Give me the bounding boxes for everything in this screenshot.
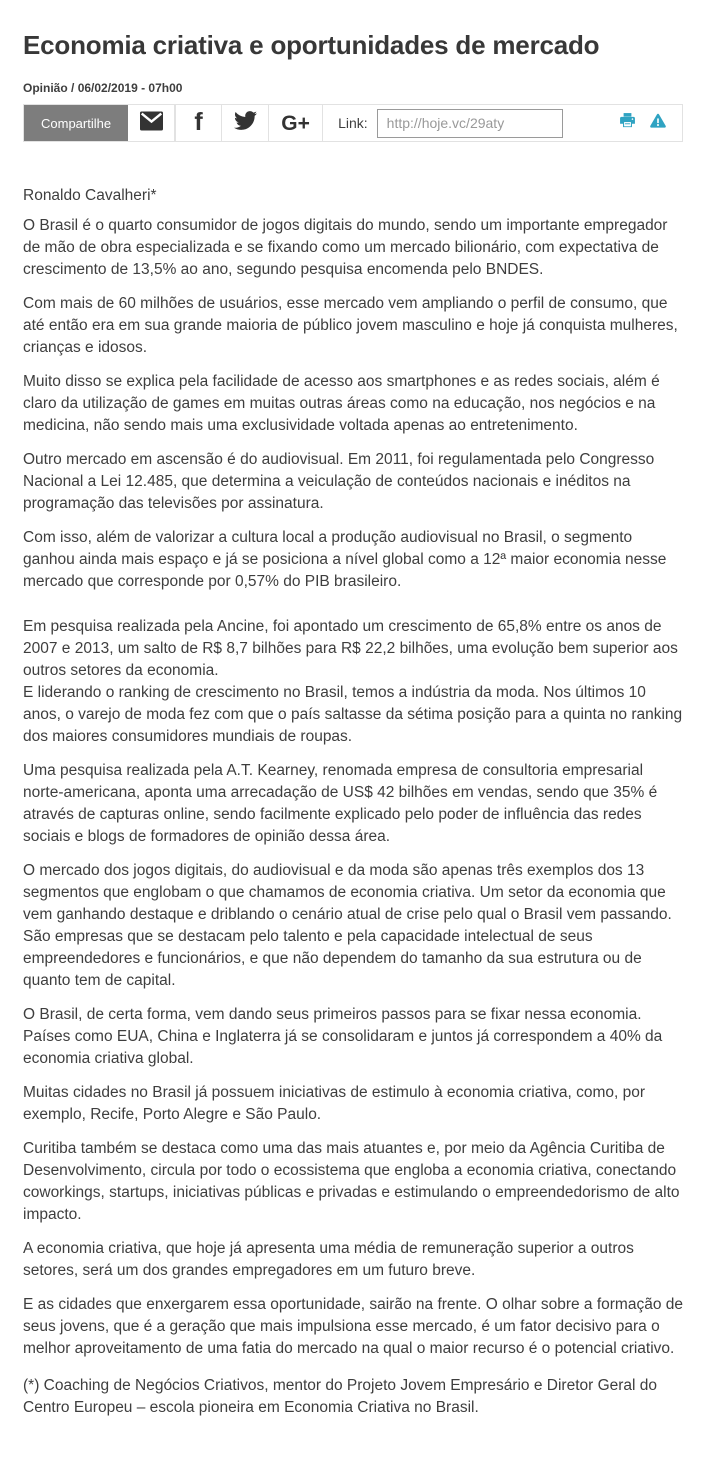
article-paragraph: O mercado dos jogos digitais, do audiovisual e da moda são apenas três exemplos dos 13 segmentos que englobam o que chamamos de economia criativa. Um setor da economia que vem ganhando destaque e driblando o cenário atual de crise pelo qual o Brasil vem passando. São empresas que se destacam pelo talento e pela capacidade intelectual de seus empreendedores e funcionários, e que não dependem do tamanho da sua estrutura ou de quanto tem de capital. <box>23 862 672 989</box>
warning-icon <box>649 112 667 135</box>
article-paragraph: Muitas cidades no Brasil já possuem iniciativas de estimulo à economia criativa, como, por exemplo, Recife, Porto Alegre e São Paulo. <box>23 1084 646 1123</box>
share-link-area <box>323 105 619 141</box>
page-title: Economia criativa e oportunidades de mercado <box>23 30 600 60</box>
article-paragraph: O Brasil, de certa forma, vem dando seus primeiros passos para se fixar nessa economia. Países como EUA, China e Inglaterra já se consolidaram e juntos já correspondem a 40% da economia criativa global. <box>23 1006 663 1067</box>
facebook-icon: f <box>194 107 203 136</box>
twitter-bird-icon <box>234 109 257 137</box>
article-paragraph: Em pesquisa realizada pela Ancine, foi apontado um crescimento de 65,8% entre os anos de 2007 e 2013, um salto de R$ 8,7 bilhões para R$ 22,2 bilhões, uma evolução bem superior aos outros setores da economia. <box>23 618 678 679</box>
article-paragraph: Com mais de 60 milhões de usuários, esse mercado vem ampliando o perfil de consumo, que até então era em sua grande maioria de público jovem masculino e hoje já conquista mulheres, crianças e idosos. <box>23 295 678 356</box>
article-paragraph: E liderando o ranking de crescimento no Brasil, temos a indústria da moda. Nos últimos 10 anos, o varejo de moda fez com que o país saltasse da sétima posição para a quinta no ranking dos maiores consumidores mundiais de roupas. <box>23 684 683 745</box>
share-email-button[interactable] <box>128 105 175 141</box>
article-meta <box>23 81 683 95</box>
article-paragraph: Uma pesquisa realizada pela A.T. Kearney, renomada empresa de consultoria empresarial norte-americana, aponta uma arrecadação de US$ 42 bilhões em vendas, sendo que 35% é através de capturas online, sendo facilmente explicado pelo poder de influência das redes sociais e blogs de formadores de opinião dessa área. <box>23 762 658 845</box>
share-link-input[interactable] <box>377 109 563 138</box>
share-bar <box>23 104 683 142</box>
category-link[interactable]: Opinião <box>23 81 68 95</box>
meta-separator: / <box>67 81 78 95</box>
googleplus-icon: G+ <box>281 111 310 135</box>
article-paragraph: Outro mercado em ascensão é do audiovisual. Em 2011, foi regulamentada pelo Congresso Nacional a Lei 12.485, que determina a veiculação de conteúdos nacionais e inéditos na programação das televisões por assinatura. <box>23 451 655 512</box>
article-paragraph: O Brasil é o quarto consumidor de jogos digitais do mundo, sendo um importante empregador de mão de obra especializada e se fixando como um mercado bilionário, com expectativa de crescimento de 13,5% ao ano, segundo pesquisa encomenda pelo BNDES. <box>23 217 668 278</box>
share-twitter-button[interactable] <box>222 105 269 141</box>
author-byline: Ronaldo Cavalheri* <box>23 187 157 204</box>
print-button[interactable] <box>619 112 636 134</box>
article-paragraph: Muito disso se explica pela facilidade de acesso aos smartphones e as redes sociais, além é claro da utilização de games em muitas outras áreas como na educação, nos negócios e na medicina, não sendo mais uma exclusividade voltada apenas ao entretenimento. <box>23 373 660 434</box>
share-googleplus-button[interactable] <box>269 105 323 141</box>
article-body <box>23 185 683 1419</box>
article-paragraph: E as cidades que enxergarem essa oportunidade, sairão na frente. O olhar sobre a formação de seus jovens, que é a geração que mais impulsiona esse mercado, é um fator decisivo para o melhor aproveitamento de uma fatia do mercado na qual o maior recurso é o potencial criativo. <box>23 1296 684 1357</box>
share-button[interactable]: Compartilhe <box>24 105 128 141</box>
article-paragraph: Com isso, além de valorizar a cultura local a produção audiovisual no Brasil, o segmento ganhou ainda mais espaço e já se posiciona a nível global como a 12ª maior economia nesse mercado que corresponde por 0,57% do PIB brasileiro. <box>23 529 667 590</box>
article-paragraph: A economia criativa, que hoje já apresenta uma média de remuneração superior a outros setores, será um dos grandes empregadores em um futuro breve. <box>23 1240 634 1279</box>
link-label: Link: <box>338 115 368 131</box>
publish-datetime: 06/02/2019 - 07h00 <box>77 81 183 95</box>
article-page <box>0 30 706 1461</box>
report-error-button[interactable] <box>649 112 667 135</box>
share-facebook-button[interactable] <box>175 105 222 141</box>
envelope-icon <box>139 111 164 136</box>
article-paragraph: (*) Coaching de Negócios Criativos, mentor do Projeto Jovem Empresário e Diretor Geral do Centro Europeu – escola pioneira em Economia Criativa no Brasil. <box>23 1377 658 1416</box>
article-paragraph: Curitiba também se destaca como uma das mais atuantes e, por meio da Agência Curitiba de Desenvolvimento, circula por todo o ecossistema que engloba a economia criativa, conectando coworkings, startups, iniciativas públicas e privadas e estimulando o empreendedorismo de alto impacto. <box>23 1140 680 1223</box>
share-bar-tools <box>619 105 682 141</box>
paragraph-list <box>23 215 683 1419</box>
printer-icon <box>619 112 636 134</box>
